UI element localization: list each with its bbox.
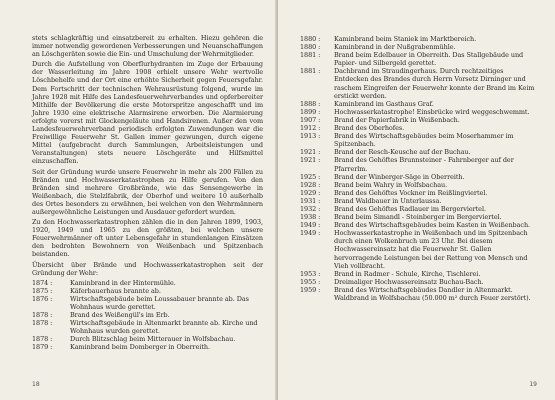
event-row: [300, 197, 539, 205]
event-row: [300, 156, 539, 172]
event-row: [32, 311, 263, 319]
event-text: Brand des Wirtschaftsgebäudes beim Kasten in Weißenbach.: [334, 221, 531, 230]
event-year: 1899 :: [300, 107, 321, 116]
right-page: [278, 0, 555, 400]
event-text: Käferbauerhaus brannte ab.: [70, 286, 161, 295]
event-year: 1921 :: [300, 148, 321, 157]
event-year: 1875 :: [32, 286, 53, 295]
event-text: Dreimaliger Hochwassereinsatz Buchau-Bach.: [334, 277, 484, 286]
event-text: Waldbrand in Wolfsbachau (50.000 m² durch Feuer zerstört).: [334, 294, 531, 302]
page-number: 18: [32, 381, 40, 388]
event-text: Hochwasserkatastrophe! Einsbrücke wird weggeschwemmt.: [334, 107, 530, 116]
event-year: 1953 :: [300, 269, 321, 278]
event-year: 1949 :: [300, 229, 321, 238]
event-text: Brand des Gehöftes Vockner im Reißlingviertel.: [334, 188, 488, 197]
event-text: Hochwasserkatastrophe in Weißenbach und im Spitzenbach durch einen Wolkenbruch um 23 Uhr. Bei diesem Hochwassereinsatz hat die Feuerwehr St. Gallen hervorragende Leistungen bei der Rettung von Mensch und Vieh vollbracht.: [334, 229, 528, 270]
event-row: [300, 124, 539, 132]
event-year: 1949 :: [300, 221, 321, 230]
event-row: [300, 294, 539, 302]
event-text: Brand des Weißengül's im Erb.: [70, 311, 170, 320]
event-row: [300, 181, 539, 189]
left-page: [0, 0, 277, 400]
event-year: 1881 :: [300, 67, 321, 76]
event-row: [300, 189, 539, 197]
event-year: 1907 :: [300, 115, 321, 124]
paragraph: Seit der Gründung wurde unsere Feuerwehr in mehr als 200 Fällen zu Bränden und Hochwasserkatastrophen zu Hilfe gerufen. Von den Bränden sind mehrere Großbrände, wie das Sensengewerbe in Weißenbach, die Stelzlfabrik, der Oberhof und weitere 10 außerhalb des Ortes besonders zu erwähnen, bei welchen von den Wehrmännern außergewöhnliche Leistungen und Ausdauer gefordert wurden.: [32, 167, 263, 216]
event-row: [300, 221, 539, 229]
event-year: 1912 :: [300, 124, 321, 133]
event-text: Brand der Papierfabrik in Weißenbach.: [334, 115, 460, 124]
event-year: 1921 :: [300, 156, 321, 165]
event-year: 1938 :: [300, 213, 321, 222]
event-row: [300, 132, 539, 148]
event-year: 1928 :: [300, 180, 321, 189]
paragraph: Übersicht über Brände und Hochwasserkatastrophen seit der Gründung der Wehr:: [32, 260, 263, 277]
event-row: [300, 148, 539, 156]
event-row: [32, 279, 263, 287]
event-text: Brand der Resch-Keusche auf der Buchau.: [334, 148, 471, 157]
event-row: [300, 229, 539, 269]
event-row: [300, 67, 539, 99]
event-year: 1880 :: [300, 35, 321, 43]
event-row: [300, 213, 539, 221]
event-year: 1959 :: [300, 285, 321, 294]
event-year: 1881 :: [300, 51, 321, 60]
event-year: 1880 :: [300, 43, 321, 52]
event-text: Brand des Oberhofes.: [334, 124, 405, 133]
event-text: Brand beim Wahry in Wolfsbachau.: [334, 180, 448, 189]
event-year: 1925 :: [300, 172, 321, 181]
event-text: Kaminbrand beim Domberger in Oberreith.: [70, 343, 210, 352]
event-year: 1888 :: [300, 99, 321, 108]
event-text: Brand der Winberger-Säge in Oberreith.: [334, 172, 465, 181]
event-row: [300, 278, 539, 286]
event-row: [32, 287, 263, 295]
event-text: Brand des Wirtschaftsgebäudes beim Moserhammer im Spitzenbach.: [334, 132, 514, 149]
event-row: [300, 270, 539, 278]
event-year: 1955 :: [300, 277, 321, 286]
event-text: Kaminbrand beim Staniek im Marktbereich.: [334, 35, 477, 43]
page-number: 19: [529, 381, 537, 388]
event-text: Durch Blitzschlag beim Mitterauer in Wolfsbachau.: [70, 335, 236, 344]
event-row: [300, 35, 539, 43]
event-row: [300, 108, 539, 116]
event-row: [300, 100, 539, 108]
paragraph: Zu den Hochwasserkatastrophen zählen die in den Jahren 1899, 1903, 1920, 1949 und 1965 zu den größten, bei welchen unsere Feuerwehrmänner oft unter Lebensgefahr in stundenlangen Einsätzen den bedrohten Bewohnern von Weißenbach und Spitzenbach beistanden.: [32, 218, 263, 259]
event-row: [300, 286, 539, 294]
event-text: Brand des Gehöftes Radlauer im Bergerviertel.: [334, 204, 486, 213]
event-text: Brand Waldbauer in Unterlaussa.: [334, 196, 442, 205]
event-row: [300, 205, 539, 213]
event-text: Brand beim Edelbauer in Oberreith. Das Stallgebäude und Papier- und Silbergeld gerettet.: [334, 51, 524, 68]
event-text: Kaminbrand in der Nußgrabenmühle.: [334, 43, 456, 52]
event-text: Wirtschaftsgebäude beim Loussabauer brannte ab. Das Wohnhaus wurde gerettet.: [70, 294, 249, 311]
event-list: [32, 279, 263, 352]
event-text: Kaminbrand im Gasthaus Graf.: [334, 99, 434, 108]
paragraph: stets schlagkräftig und einsatzbereit zu erhalten. Hiezu gehören die immer notwendig gewordenen Verbesserungen und Neuanschaffungen an Löschgeräten sowie die Ein- und Umschulung der Wehrmitglieder.: [32, 34, 263, 59]
event-text: Kaminbrand in der Hintermühle.: [70, 278, 176, 287]
event-year: 1879 :: [32, 343, 53, 352]
event-row: [32, 295, 263, 311]
event-year: 1874 :: [32, 278, 53, 287]
event-text: Brand beim Simandl - Steinberger im Bergerviertel.: [334, 213, 502, 222]
event-row: [300, 173, 539, 181]
event-text: Brand des Gehöftes Brunnsteiner - Fahrnberger auf der Pfarrerlm.: [334, 156, 514, 173]
event-text: Wirtschaftsgebäude in Altenmarkt brannte ab. Kirche und Wohnhaus wurden gerettet.: [70, 319, 258, 336]
event-year: 1878 :: [32, 335, 53, 344]
event-text: Brand in Radmer - Schule, Kirche, Tischlerei.: [334, 269, 481, 278]
event-text: Dachbrand im Straudingerhaus. Durch rechtzeitiges Entdecken des Brandes durch Herrn Vorsetz Dirninger und raschem Eingreifen der Feuerwehr konnte der Brand im Keim erstickt werden.: [334, 67, 535, 100]
event-year: 1878 :: [32, 319, 53, 328]
event-year: 1931 :: [300, 196, 321, 205]
event-row: [300, 51, 539, 67]
event-text: Brand des Wirtschaftsgebäudes Dandler in Altenmarkt.: [334, 285, 513, 294]
event-year: 1932 :: [300, 204, 321, 213]
event-row: [300, 43, 539, 51]
event-year: 1913 :: [300, 132, 321, 141]
event-list: [300, 35, 539, 302]
event-year: 1878 :: [32, 311, 53, 320]
event-row: [32, 343, 263, 351]
event-row: [300, 116, 539, 124]
event-row: [32, 335, 263, 343]
paragraph: Durch die Aufstellung von Oberflurhydranten im Zuge der Erbauung der Wasserleitung im Jahre 1908 erhielt unsere Wehr wertvolle Löschbehelfe und der Ort eine erhöhte Sicherheit gegen Feuersgefahr. Dem Fortschritt der technischen Wehrausrüstung folgend, wurde im Jahre 1928 mit Hilfe des Landesfeuerwehrverbandes und opferbereiter Mithilfe der Bevölkerung die erste Motorspritze angeschafft und im Jahre 1930 eine elektrische Alarmsirene erworben. Die Alarmierung erfolgte vorerst mit Glockengeläute und Handsirenen. Außer den vom Landesfeuerwehrverband periodisch erfolgten Zuwendungen war die Freiwillige Feuerwehr St. Gallen immer gezwungen, durch eigene Mittel (aufgebracht durch Sammlungen, Arbeitsleistungen und Veranstaltungen) stets neuere Löschgeräte und Hilfsmittel einzuschaffen.: [32, 60, 263, 166]
event-row: [32, 319, 263, 335]
event-year: 1929 :: [300, 188, 321, 197]
event-year: 1876 :: [32, 294, 53, 303]
